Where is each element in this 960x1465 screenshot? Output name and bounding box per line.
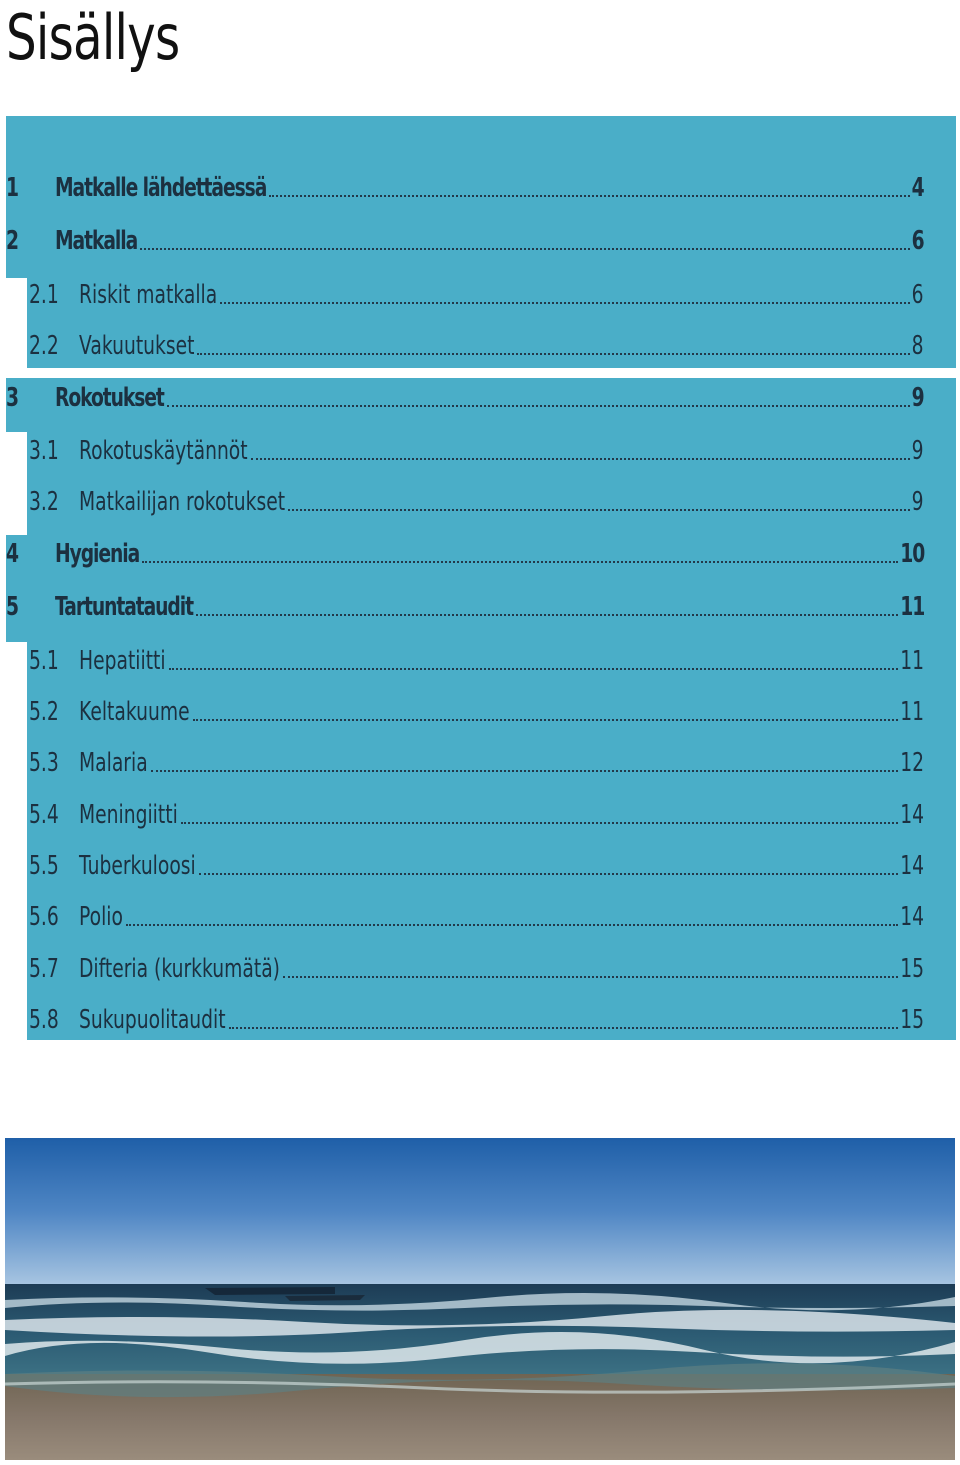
- toc-dot-leader: [167, 405, 910, 407]
- toc-entry-label: Matkalle lähdettäessä: [55, 173, 267, 203]
- toc-dot-leader: [193, 719, 899, 721]
- toc-dot-leader: [283, 976, 898, 978]
- toc-entry-page: 12: [900, 748, 924, 778]
- toc-entry-page: 11: [900, 592, 924, 622]
- toc-entry-page: 4: [912, 173, 924, 203]
- toc-entry-number: 3.2: [29, 487, 59, 517]
- toc-entry-label: Hygienia: [55, 539, 140, 569]
- toc-dot-leader: [251, 458, 910, 460]
- toc-entry[interactable]: [29, 846, 924, 886]
- toc-entry[interactable]: [29, 1000, 924, 1040]
- toc-dot-leader: [169, 668, 899, 670]
- toc-entry[interactable]: [29, 431, 924, 471]
- toc-entry-number: 5: [6, 592, 18, 622]
- toc-entry-number: 2.1: [29, 280, 59, 310]
- sea-beach-photo: [5, 1138, 955, 1460]
- toc-entry[interactable]: [29, 897, 924, 937]
- toc-entry-page: 6: [912, 280, 924, 310]
- toc-entry-label: Matkalla: [55, 226, 138, 256]
- toc-dot-leader: [229, 1027, 899, 1029]
- toc-entry-label: Polio: [79, 902, 123, 932]
- toc-entry-page: 6: [912, 226, 924, 256]
- toc-entry[interactable]: [29, 275, 924, 315]
- toc-entry-number: 5.1: [29, 646, 59, 676]
- toc-entry-number: 5.3: [29, 748, 59, 778]
- toc-dot-leader: [151, 770, 899, 772]
- toc-entry-page: 14: [900, 851, 924, 881]
- toc-dot-leader: [196, 614, 898, 616]
- toc-entry-label: Keltakuume: [79, 697, 190, 727]
- toc-entry-label: Malaria: [79, 748, 148, 778]
- toc-entry[interactable]: [6, 534, 924, 574]
- toc-entry-label: Vakuutukset: [79, 331, 195, 361]
- toc-entry[interactable]: [6, 168, 924, 208]
- toc-entry[interactable]: [29, 641, 924, 681]
- toc-entry[interactable]: [6, 221, 924, 261]
- toc-entry[interactable]: [29, 326, 924, 366]
- toc-entry[interactable]: [6, 378, 924, 418]
- toc-entry-label: Difteria (kurkkumätä): [79, 954, 280, 984]
- toc-entry-page: 14: [900, 902, 924, 932]
- toc-dot-leader: [220, 302, 910, 304]
- toc-entry-number: 5.8: [29, 1005, 59, 1035]
- toc-entry-label: Tuberkuloosi: [79, 851, 196, 881]
- toc-entry-number: 5.7: [29, 954, 59, 984]
- toc-entry[interactable]: [29, 795, 924, 835]
- page-title: Sisällys: [6, 1, 180, 74]
- toc-entry-number: 4: [6, 539, 18, 569]
- toc-dot-leader: [288, 509, 910, 511]
- toc-dot-leader: [199, 873, 898, 875]
- toc-entry-page: 14: [900, 800, 924, 830]
- toc-entry[interactable]: [29, 482, 924, 522]
- toc-dot-leader: [140, 248, 910, 250]
- toc-entry-number: 5.5: [29, 851, 59, 881]
- toc-entry-page: 8: [912, 331, 924, 361]
- toc-entry-label: Tartuntataudit: [55, 592, 193, 622]
- toc-entry-label: Meningiitti: [79, 800, 178, 830]
- toc-entry-page: 10: [900, 539, 924, 569]
- toc-dot-leader: [181, 822, 898, 824]
- toc-entry-label: Sukupuolitaudit: [79, 1005, 226, 1035]
- toc-entry-number: 2: [6, 226, 18, 256]
- toc-entry-page: 15: [900, 954, 924, 984]
- toc-entry-page: 11: [900, 646, 924, 676]
- toc-entry-label: Rokotuskäytännöt: [79, 436, 248, 466]
- toc-entry[interactable]: [29, 692, 924, 732]
- toc-entry-number: 3: [6, 383, 18, 413]
- toc-entry-page: 9: [912, 487, 924, 517]
- toc-entry-number: 2.2: [29, 331, 59, 361]
- toc-entry-label: Matkailijan rokotukset: [79, 487, 286, 517]
- toc-dot-leader: [197, 353, 910, 355]
- toc-entry[interactable]: [29, 949, 924, 989]
- toc-entry-number: 1: [6, 173, 18, 203]
- toc-entry[interactable]: [29, 743, 924, 783]
- toc-dot-leader: [269, 195, 910, 197]
- toc-entry-page: 9: [912, 436, 924, 466]
- toc-entry-page: 9: [912, 383, 924, 413]
- toc-entry-number: 3.1: [29, 436, 59, 466]
- toc-dot-leader: [142, 561, 898, 563]
- toc-entry-page: 11: [900, 697, 924, 727]
- toc-entry-number: 5.4: [29, 800, 59, 830]
- toc-entry[interactable]: [6, 587, 924, 627]
- toc-entry-number: 5.6: [29, 902, 59, 932]
- toc-entry-label: Hepatiitti: [79, 646, 166, 676]
- toc-dot-leader: [126, 924, 898, 926]
- toc-entry-page: 15: [900, 1005, 924, 1035]
- toc-entry-label: Riskit matkalla: [79, 280, 218, 310]
- toc-entry-label: Rokotukset: [55, 383, 164, 413]
- toc-entry-number: 5.2: [29, 697, 59, 727]
